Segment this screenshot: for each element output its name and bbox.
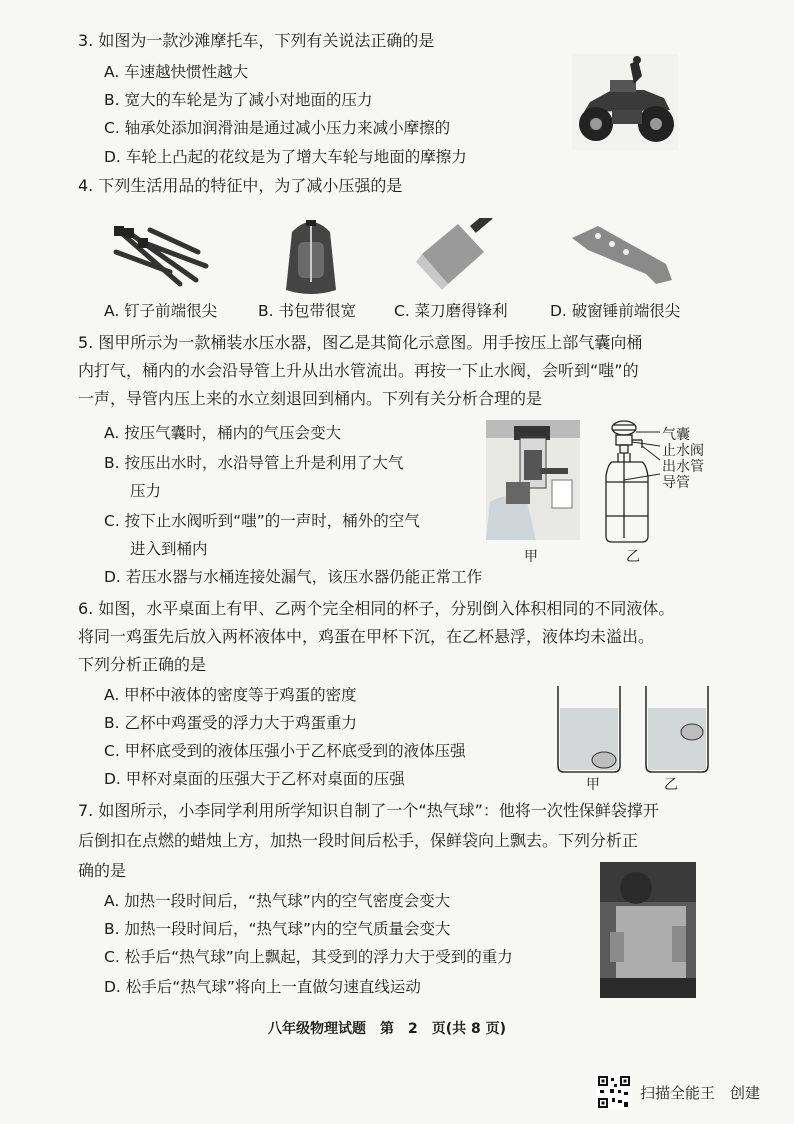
q5-option-c: C. 按下止水阀听到“嗤”的一声时，桶外的空气 bbox=[104, 512, 420, 530]
cup-yi bbox=[646, 686, 708, 772]
q5-option-b-cont: 压力 bbox=[130, 482, 162, 500]
q4-option-a: A. 钉子前端很尖 bbox=[104, 302, 218, 320]
q3-option-b: B. 宽大的车轮是为了减小对地面的压力 bbox=[104, 91, 373, 109]
q4-option-b: B. 书包带很宽 bbox=[258, 302, 356, 320]
q6-cap-jia: 甲 bbox=[586, 777, 600, 793]
q5-option-b: B. 按压出水时，水沿导管上升是利用了大气 bbox=[104, 454, 404, 472]
q6-stem-line-3: 下列分析正确的是 bbox=[78, 655, 207, 674]
nails-image bbox=[110, 222, 216, 292]
q5-cap-yi: 乙 bbox=[626, 549, 640, 565]
page-footer: 八年级物理试题 第 2 页(共 8 页) bbox=[268, 1021, 507, 1037]
q3-option-d: D. 车轮上凸起的花纹是为了增大车轮与地面的摩擦力 bbox=[104, 148, 467, 166]
q5-stem-line-1: 5. 图甲所示为一款桶装水压水器，图乙是其简化示意图。用手按压上部气囊向桶 bbox=[78, 333, 643, 352]
scanner-watermark: 扫描全能王 创建 bbox=[640, 1084, 761, 1102]
atv-image bbox=[572, 54, 678, 150]
q3-option-a: A. 车速越快惯性越大 bbox=[104, 63, 249, 81]
q7-option-a: A. 加热一段时间后，“热气球”内的空气密度会变大 bbox=[104, 892, 451, 910]
cleaver-image bbox=[414, 218, 494, 292]
q6-option-b: B. 乙杯中鸡蛋受的浮力大于鸡蛋重力 bbox=[104, 714, 357, 732]
q5-stem-line-2: 内打气，桶内的水会沿导管上升从出水管流出。再按一下止水阀，会听到“嗤”的 bbox=[78, 361, 639, 380]
water-pump-diagram bbox=[598, 420, 660, 544]
q3-option-c: C. 轴承处添加润滑油是通过减小压力来减小摩擦的 bbox=[104, 119, 451, 137]
q4-stem: 4. 下列生活用品的特征中，为了减小压强的是 bbox=[78, 176, 403, 195]
q6-option-d: D. 甲杯对桌面的压强大于乙杯对桌面的压强 bbox=[104, 770, 405, 788]
label-outlet-pipe: 出水管 bbox=[662, 459, 704, 475]
q4-option-d: D. 破窗锤前端很尖 bbox=[550, 302, 681, 320]
window-hammer-image bbox=[568, 218, 678, 290]
q7-stem-line-1: 7. 如图所示，小李同学利用所学知识自制了一个“热气球”：他将一次性保鲜袋撑开 bbox=[78, 801, 659, 820]
q4-option-c: C. 菜刀磨得锋利 bbox=[394, 302, 508, 320]
label-guide-pipe: 导管 bbox=[662, 475, 690, 491]
water-pump-photo bbox=[486, 420, 580, 540]
q3-stem: 3. 如图为一款沙滩摩托车，下列有关说法正确的是 bbox=[78, 31, 435, 50]
q6-stem-line-2: 将同一鸡蛋先后放入两杯液体中，鸡蛋在甲杯下沉，在乙杯悬浮，液体均未溢出。 bbox=[78, 627, 655, 646]
cup-jia bbox=[558, 686, 620, 772]
hot-air-balloon-photo bbox=[600, 862, 696, 998]
q5-option-d: D. 若压水器与水桶连接处漏气，该压水器仍能正常工作 bbox=[104, 568, 483, 586]
label-air-bag: 气囊 bbox=[662, 427, 690, 443]
q7-option-d: D. 松手后“热气球”将向上一直做匀速直线运动 bbox=[104, 978, 421, 996]
label-stop-valve: 止水阀 bbox=[662, 443, 704, 459]
q7-option-c: C. 松手后“热气球”向上飘起，其受到的浮力大于受到的重力 bbox=[104, 948, 513, 966]
q5-stem-line-3: 一声，导管内压上来的水立刻退回到桶内。下列有关分析合理的是 bbox=[78, 389, 543, 408]
q5-cap-jia: 甲 bbox=[524, 549, 538, 565]
q5-option-c-cont: 进入到桶内 bbox=[130, 540, 208, 558]
q6-option-a: A. 甲杯中液体的密度等于鸡蛋的密度 bbox=[104, 686, 357, 704]
two-cups-figure bbox=[550, 682, 726, 774]
q7-option-b: B. 加热一段时间后，“热气球”内的空气质量会变大 bbox=[104, 920, 451, 938]
qr-code-icon bbox=[596, 1074, 632, 1110]
q6-stem-line-1: 6. 如图，水平桌面上有甲、乙两个完全相同的杯子，分别倒入体积相同的不同液体。 bbox=[78, 599, 675, 618]
q6-option-c: C. 甲杯底受到的液体压强小于乙杯底受到的液体压强 bbox=[104, 742, 466, 760]
q5-option-a: A. 按压气囊时，桶内的气压会变大 bbox=[104, 424, 342, 442]
q7-stem-line-3: 确的是 bbox=[78, 861, 127, 880]
q6-cap-yi: 乙 bbox=[664, 777, 678, 793]
backpack-image bbox=[276, 212, 346, 298]
q7-stem-line-2: 后倒扣在点燃的蜡烛上方，加热一段时间后松手，保鲜袋向上飘去。下列分析正 bbox=[78, 831, 639, 850]
